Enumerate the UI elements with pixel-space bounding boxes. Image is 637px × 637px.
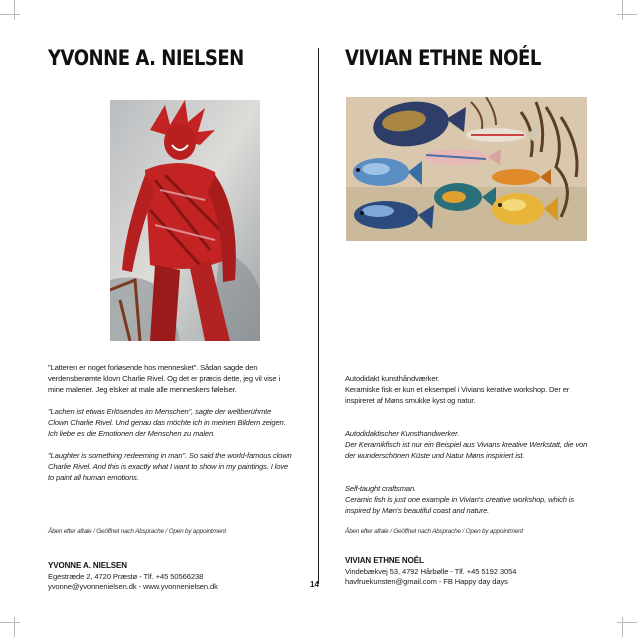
painting-image (110, 100, 260, 341)
ceramic-fish-photo (346, 97, 587, 241)
page-number: 14 (310, 580, 319, 589)
right-description (345, 362, 590, 538)
left-contact-address: Egestræde 2, 4720 Præstø - Tlf. +45 50566238 (48, 571, 204, 581)
left-paragraph-de: "Lachen ist etwas Erlösendes im Menschen", sagte der weltberühmte Clown Charlie Rivel. Und genau das möchte ich in meinen Bildern zeigen. Ich liebe es die Emotionen der Menschen zu malen. (48, 407, 286, 438)
left-artist-title: YVONNE A. NIELSEN (48, 46, 244, 70)
crop-mark (14, 617, 15, 637)
left-opening-hours: Åben efter aftale / Geöffnet nach Absprache / Open by appointment (48, 528, 226, 535)
right-paragraph-en: Self-taught craftsman. Ceramic fish is just one example in Vivian's creative workshop, which is inspired by Møn's beautiful coast and nature. (345, 484, 574, 515)
right-paragraph-da: Autodidakt kunsthåndværker. Keramiske fisk er kun et eksempel i Vivians kerative workshop. Der er inspireret af Møns smukke kyst og natur. (345, 374, 570, 405)
crop-mark (622, 0, 623, 20)
left-contact-web[interactable]: yvonne@yvonnenielsen.dk - www.yvonnenielsen.dk (48, 582, 218, 591)
right-contact-name: VIVIAN ETHNE NOÉL (345, 556, 424, 565)
left-description (48, 362, 293, 494)
column-divider (318, 48, 319, 584)
right-contact (345, 556, 516, 588)
crop-mark (0, 622, 20, 623)
crop-mark (622, 617, 623, 637)
crop-mark (0, 14, 20, 15)
right-opening-hours: Åben efter aftale / Geöffnet nach Absprache / Open by appointment (345, 528, 523, 535)
right-paragraph-de: Autodidaktischer Kunsthandwerker. Der Keramikfisch ist nur ein Beispiel aus Vivians kreative Werkstatt, die von der wunderschönen Küste und Natur Møns inspiriert ist. (345, 429, 588, 460)
left-paragraph-en: "Laughter is something redeeming in man". So said the world-famous clown Charlie Rivel. And this is exactly what I want to show in my paintings. I love to paint all human emotions. (48, 451, 292, 482)
crop-mark (617, 622, 637, 623)
crop-mark (14, 0, 15, 20)
right-contact-web[interactable]: havfruekunsten@gmail.com - FB Happy day days (345, 577, 508, 586)
right-artist-title: VIVIAN ETHNE NOÉL (345, 46, 541, 70)
left-contact (48, 561, 218, 593)
left-contact-name: YVONNE A. NIELSEN (48, 561, 127, 570)
crop-mark (617, 14, 637, 15)
left-paragraph-da: "Latteren er noget forløsende hos mennesket". Sådan sagde den verdensberømte klovn Charlie Rivel. Og det er præcis dette, jeg vil vise i mine malerier. Jeg elsker at male alle menneskers følelser. (48, 363, 280, 394)
right-contact-address: Vindebækvej 53, 4792 Hårbølle - Tlf. +45 5192 3054 (345, 566, 517, 576)
